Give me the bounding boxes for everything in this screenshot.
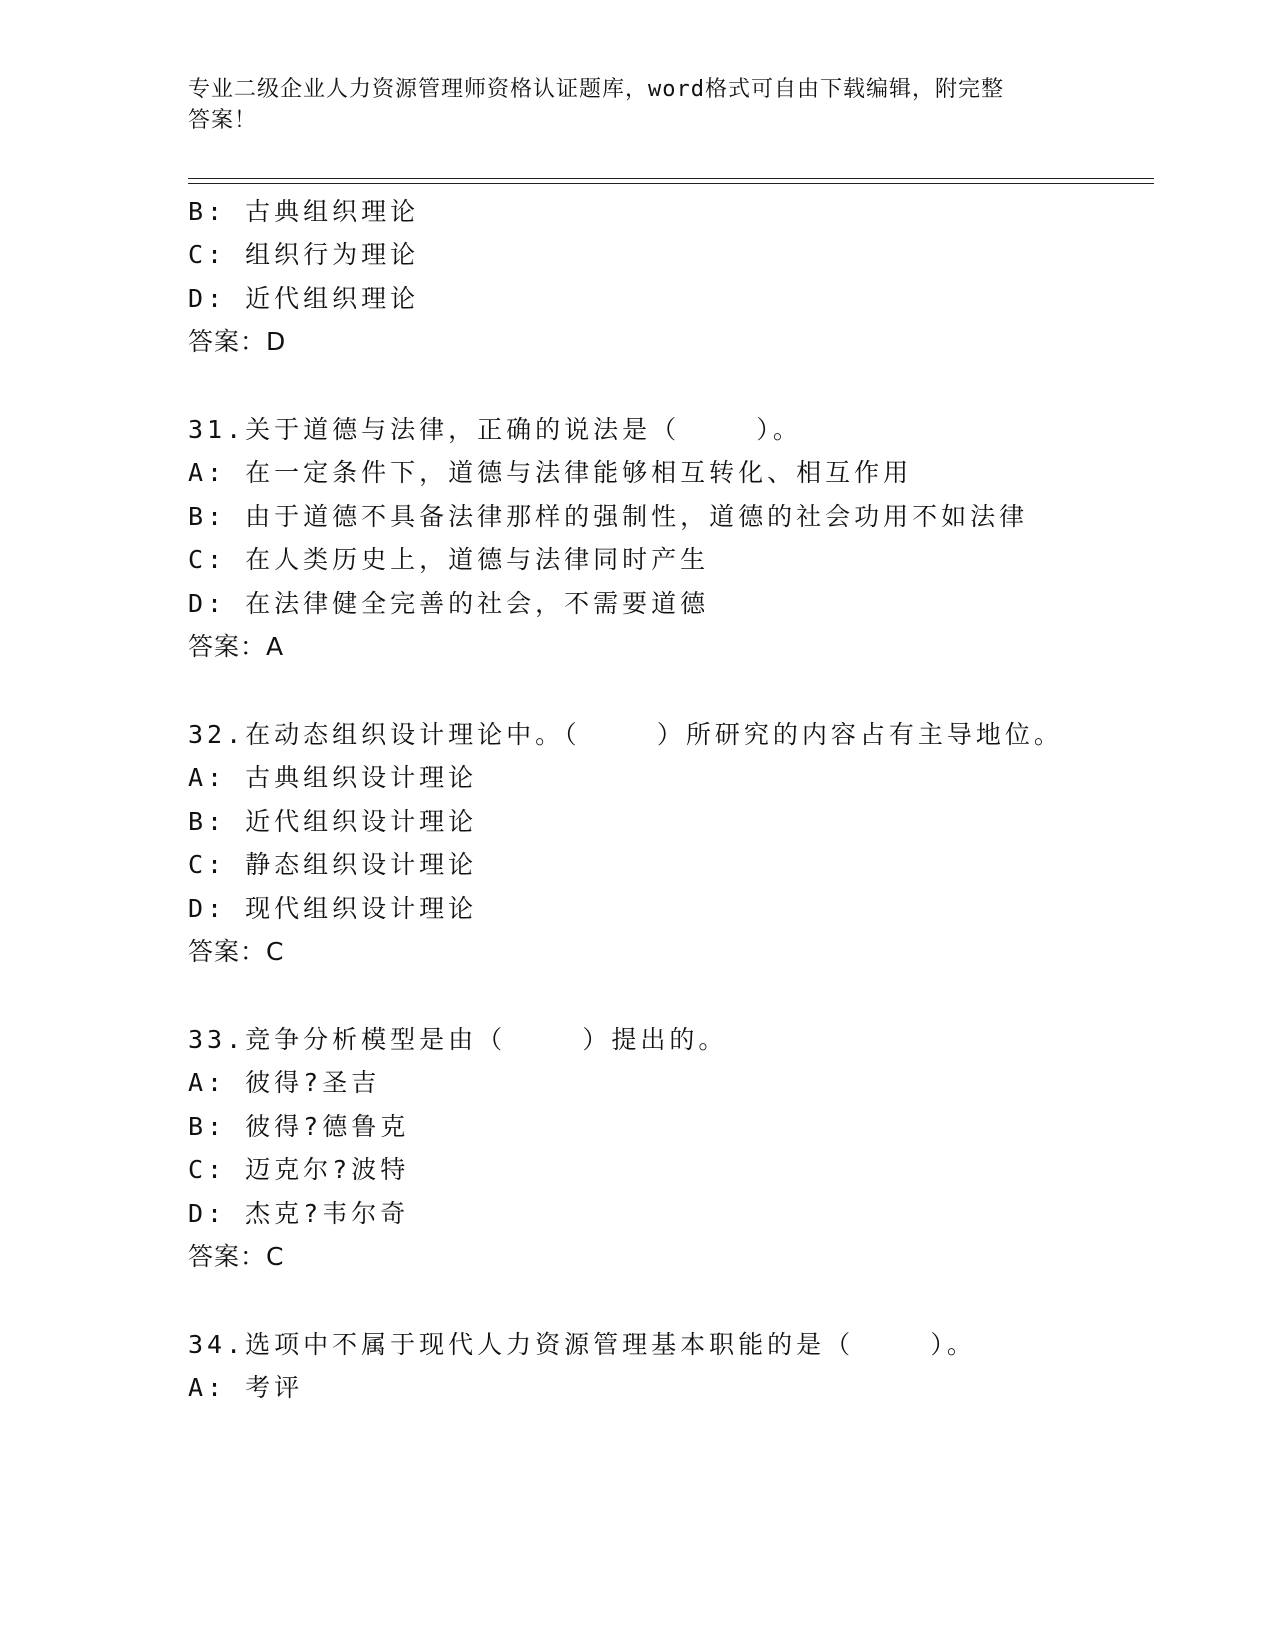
question-31: 31.关于道德与法律，正确的说法是（ ）。 xyxy=(188,415,802,444)
header-line-2: 答案！ xyxy=(188,108,258,133)
answer: 答案：C xyxy=(188,1242,285,1271)
question-34: 34.选项中不属于现代人力资源管理基本职能的是（ ）。 xyxy=(188,1330,976,1359)
header-rule-bottom xyxy=(188,183,1154,184)
header-rule-top xyxy=(188,178,1154,179)
question-32: 32.在动态组织设计理论中。（ ）所研究的内容占有主导地位。 xyxy=(188,720,1063,749)
option-a: A: 考评 xyxy=(188,1373,304,1402)
answer: 答案：C xyxy=(188,937,285,966)
option-d: D: 现代组织设计理论 xyxy=(188,894,478,923)
answer: 答案：D xyxy=(188,327,287,356)
option-d: D: 杰克?韦尔奇 xyxy=(188,1199,410,1228)
option-b: B: 近代组织设计理论 xyxy=(188,807,478,836)
option-c: C: 静态组织设计理论 xyxy=(188,850,478,879)
option-a: A: 在一定条件下，道德与法律能够相互转化、相互作用 xyxy=(188,458,913,487)
option-c: C: 在人类历史上，道德与法律同时产生 xyxy=(188,545,710,574)
option-a: A: 彼得?圣吉 xyxy=(188,1068,381,1097)
option-a: A: 古典组织设计理论 xyxy=(188,763,478,792)
header-line-1: 专业二级企业人力资源管理师资格认证题库，word格式可自由下载编辑，附完整 xyxy=(188,77,1004,102)
option-b: B: 彼得?德鲁克 xyxy=(188,1112,410,1141)
option-d: D: 在法律健全完善的社会，不需要道德 xyxy=(188,589,710,618)
option-b: B: 由于道德不具备法律那样的强制性，道德的社会功用不如法律 xyxy=(188,502,1029,531)
answer: 答案：A xyxy=(188,632,285,661)
option-c: C: 迈克尔?波特 xyxy=(188,1155,410,1184)
option-b: B: 古典组织理论 xyxy=(188,197,420,226)
question-33: 33.竞争分析模型是由（ ）提出的。 xyxy=(188,1025,728,1054)
document-header xyxy=(188,74,1088,136)
option-d: D: 近代组织理论 xyxy=(188,284,420,313)
option-c: C: 组织行为理论 xyxy=(188,240,420,269)
